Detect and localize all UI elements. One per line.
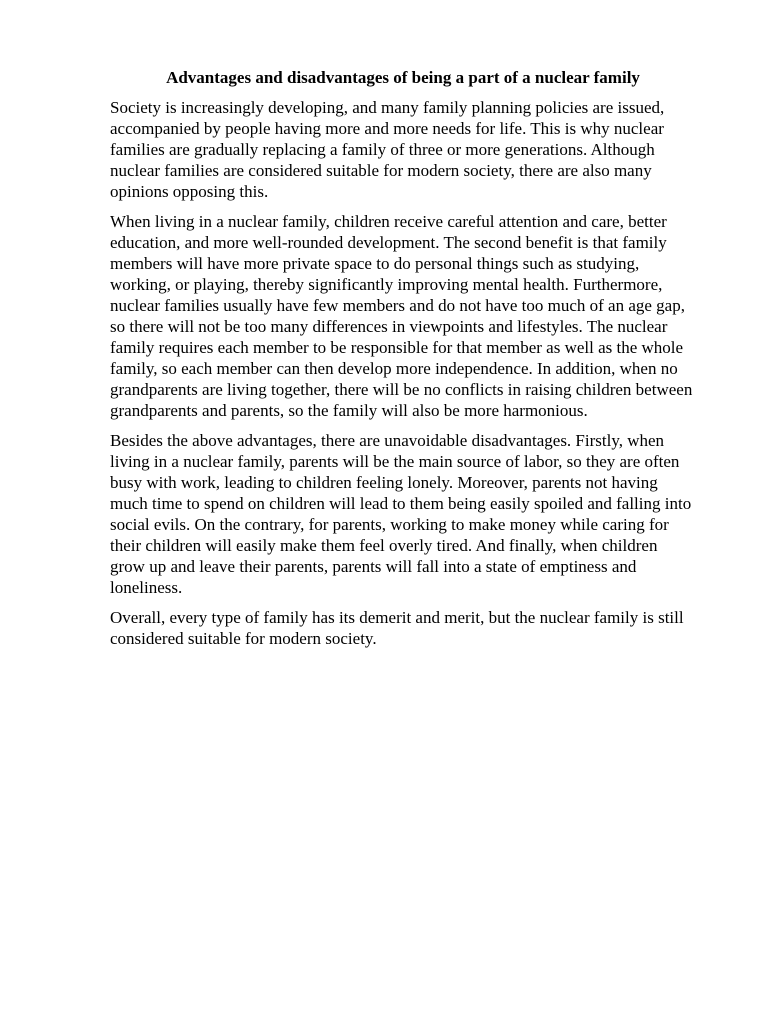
paragraph-disadvantages: Besides the above advantages, there are unavoidable disadvantages. Firstly, when living in a nuclear family, parents will be the main source of labor, so they are often busy with work, leading to children feeling lonely. Moreover, parents not having much time to spend on children will lead to them being easily spoiled and falling into social evils. On the contrary, for parents, working to make money while caring for their children will easily make them feel overly tired. And finally, when children grow up and leave their parents, parents will fall into a state of emptiness and loneliness. xyxy=(110,431,692,597)
paragraph-introduction: Society is increasingly developing, and many family planning policies are issued, accompanied by people having more and more needs for life. This is why nuclear families are gradually replacing a family of three or more generations. Although nuclear families are considered suitable for modern society, there are also many opinions opposing this. xyxy=(110,98,665,201)
document-page xyxy=(110,66,696,658)
document-title: Advantages and disadvantages of being a part of a nuclear family xyxy=(166,68,640,87)
paragraph-advantages: When living in a nuclear family, children receive careful attention and care, better education, and more well-rounded development. The second benefit is that family members will have more private space to do personal things such as studying, working, or playing, thereby significantly improving mental health. Furthermore, nuclear families usually have few members and do not have too much of an age gap, so there will not be too many differences in viewpoints and lifestyles. The nuclear family requires each member to be responsible for that member as well as the whole family, so each member can then develop more independence. In addition, when no grandparents are living together, there will be no conflicts in raising children between grandparents and parents, so the family will also be more harmonious. xyxy=(110,212,693,420)
paragraph-conclusion: Overall, every type of family has its demerit and merit, but the nuclear family is still considered suitable for modern society. xyxy=(110,608,684,648)
